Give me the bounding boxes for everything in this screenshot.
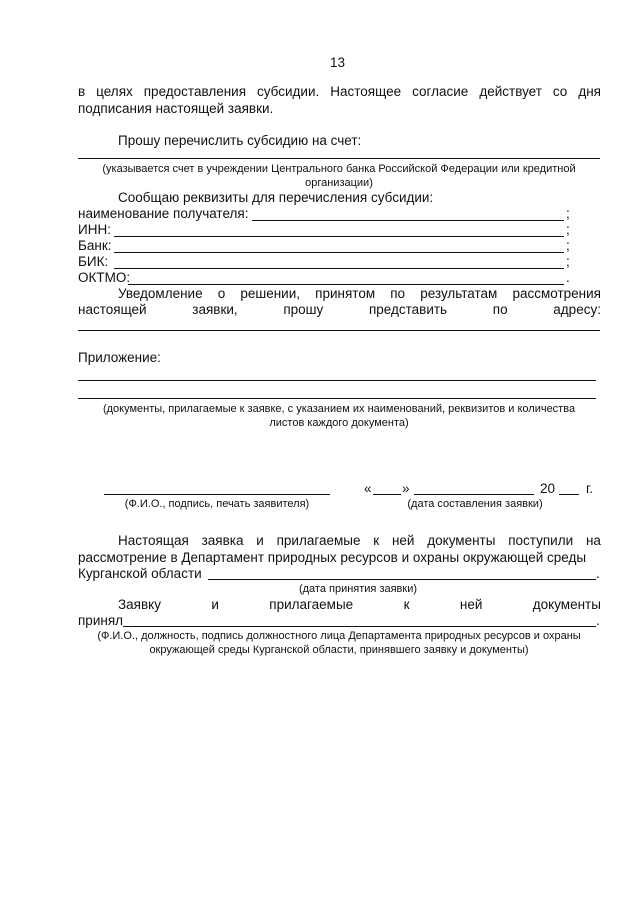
word: к <box>373 533 380 548</box>
semicolon: ; <box>566 206 570 221</box>
intro-line-2: подписания настоящей заявки. <box>78 101 274 116</box>
bank-label: Банк: <box>78 238 112 253</box>
receipt-date-field-line[interactable] <box>208 579 596 580</box>
word: Настоящая <box>118 533 189 548</box>
attachment-note-1: (документы, прилагаемые к заявке, с указанием их наименований, реквизитов и количества <box>102 403 576 415</box>
inn-label: ИНН: <box>78 222 111 237</box>
word: по <box>492 302 508 317</box>
accepted-caption-2: окружающей среды Курганской области, принявшего заявку и документы) <box>149 644 529 656</box>
word: документы <box>427 533 496 548</box>
period: . <box>596 613 600 628</box>
word: предоставления <box>143 84 247 99</box>
word: о <box>217 286 226 301</box>
word: ней <box>391 533 415 548</box>
accepted-caption-1: (Ф.И.О., должность, подпись должностного лица Департамента природных ресурсов и охраны <box>97 630 581 642</box>
word: по <box>390 286 406 301</box>
semicolon: ; <box>566 254 570 269</box>
word: субсидии. <box>257 84 320 99</box>
notification-line-1 <box>118 286 601 302</box>
word: на <box>585 533 601 548</box>
word: решении, <box>240 286 301 301</box>
attachment-field-line-2[interactable] <box>78 398 596 399</box>
bik-field-line[interactable] <box>114 268 564 269</box>
recipient-label: наименование получателя: <box>78 206 249 221</box>
word: адресу: <box>553 302 601 317</box>
account-note-1: (указывается счет в учреждении Центрального банка Российской Федерации или кредитной <box>102 163 576 175</box>
word: поступили <box>508 533 574 548</box>
word: согласие <box>412 84 469 99</box>
word: заявка <box>201 533 244 548</box>
word: со <box>552 84 568 99</box>
word: Заявку <box>118 597 161 612</box>
date-month-field[interactable] <box>414 494 534 495</box>
word: прилагаемые <box>276 533 361 548</box>
oktmo-label: ОКТМО: <box>78 270 131 285</box>
word: действует <box>479 84 542 99</box>
receipt-date-caption: (дата принятия заявки) <box>298 583 418 595</box>
bank-field-line[interactable] <box>114 252 564 253</box>
word: к <box>403 597 410 612</box>
word: принятом <box>315 286 376 301</box>
word: и <box>256 533 264 548</box>
word: Настоящее <box>330 84 402 99</box>
semicolon: ; <box>566 238 570 253</box>
word: прилагаемые <box>269 597 354 612</box>
word: и <box>211 597 219 612</box>
word: прошу <box>283 302 324 317</box>
accepted-by-field-line[interactable] <box>123 626 596 627</box>
oktmo-field-line[interactable] <box>128 284 564 285</box>
period: . <box>566 270 570 285</box>
accepted-prefix: принял <box>78 613 124 628</box>
word: результатам <box>420 286 498 301</box>
account-field-line[interactable] <box>78 158 600 159</box>
date-year-field[interactable] <box>559 494 579 495</box>
word: целях <box>96 84 133 99</box>
applicant-signature-caption: (Ф.И.О., подпись, печать заявителя) <box>124 498 310 510</box>
account-note-2: организации) <box>305 177 373 189</box>
word: Уведомление <box>118 286 203 301</box>
word: документы <box>532 597 601 612</box>
word: ней <box>459 597 483 612</box>
address-field-line[interactable] <box>78 330 600 331</box>
word: представить <box>368 302 448 317</box>
attachment-field-line-1[interactable] <box>78 380 596 381</box>
word: заявки, <box>192 302 238 317</box>
date-year-prefix: 20 <box>540 481 556 496</box>
word: настоящей <box>78 302 147 317</box>
word: рассмотрения <box>512 286 601 301</box>
date-open-quote: « <box>364 481 372 496</box>
semicolon: ; <box>566 222 570 237</box>
date-year-suffix: г. <box>586 481 594 496</box>
date-caption: (дата составления заявки) <box>407 498 543 510</box>
notification-line-2 <box>78 302 601 318</box>
receipt-line-3: Курганской области <box>78 566 202 581</box>
receipt-line-2: рассмотрение в Департамент природных ресурсов и охраны окружающей среды <box>78 550 587 565</box>
date-close-quote: » <box>402 481 410 496</box>
inn-field-line[interactable] <box>114 236 564 237</box>
recipient-field-line[interactable] <box>252 220 564 221</box>
transfer-request: Прошу перечислить субсидию на счет: <box>118 133 362 148</box>
page-number: 13 <box>330 55 346 70</box>
applicant-signature-line[interactable] <box>104 494 330 495</box>
receipt-line-1 <box>118 533 601 549</box>
word: в <box>78 84 86 99</box>
accepted-line-1 <box>118 597 601 613</box>
attachment-label: Приложение: <box>78 350 161 365</box>
period: . <box>596 566 600 581</box>
bik-label: БИК: <box>78 254 109 269</box>
details-heading: Сообщаю реквизиты для перечисления субсидии: <box>118 190 434 205</box>
date-day-field[interactable] <box>373 494 401 495</box>
word: дня <box>578 84 601 99</box>
attachment-note-2: листов каждого документа) <box>269 417 409 429</box>
intro-line-1 <box>78 84 601 100</box>
